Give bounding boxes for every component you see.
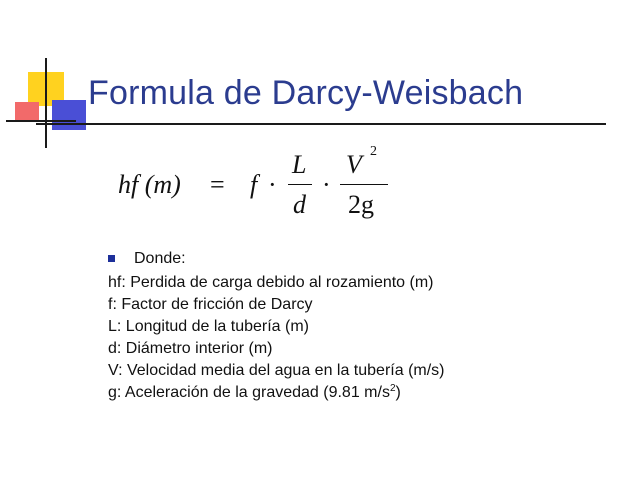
slide-title: Formula de Darcy-Weisbach [88, 74, 524, 112]
fraction-bar-2 [340, 184, 388, 185]
corner-logo-icon [0, 0, 100, 150]
fraction-denominator-2g: 2g [348, 190, 374, 219]
formula-f: f [250, 170, 258, 199]
formula-lhs: hf (m) [118, 170, 181, 199]
bullet-label: Donde: [134, 250, 186, 267]
square-bullet-icon [108, 255, 115, 262]
definition-g [108, 382, 445, 404]
formula-equals: = [210, 170, 225, 199]
fraction-numerator-V: V [346, 150, 362, 179]
formula-dot-1: · [268, 170, 277, 199]
definitions-list [108, 272, 445, 404]
definition-g-close: ) [395, 384, 401, 401]
definition-V: V: Velocidad media del agua en la tubería (m/s) [108, 362, 445, 379]
definition-d: d: Diámetro interior (m) [108, 340, 273, 357]
exponent-2: 2 [370, 144, 377, 159]
darcy-weisbach-formula [118, 140, 418, 230]
fraction-bar-1 [288, 184, 312, 185]
title-divider [36, 123, 606, 125]
definition-g-exponent: 2 [389, 383, 396, 394]
formula-dot-2: · [322, 170, 331, 199]
definition-f: f: Factor de fricción de Darcy [108, 296, 313, 313]
fraction-denominator-d: d [293, 190, 306, 219]
definition-hf: hf: Perdida de carga debido al rozamiento (m) [108, 274, 434, 291]
definition-g-text: g: Aceleración de la gravedad (9.81 m/s [108, 384, 390, 401]
fraction-numerator-L: L [292, 150, 307, 179]
definition-L: L: Longitud de la tubería (m) [108, 318, 310, 335]
